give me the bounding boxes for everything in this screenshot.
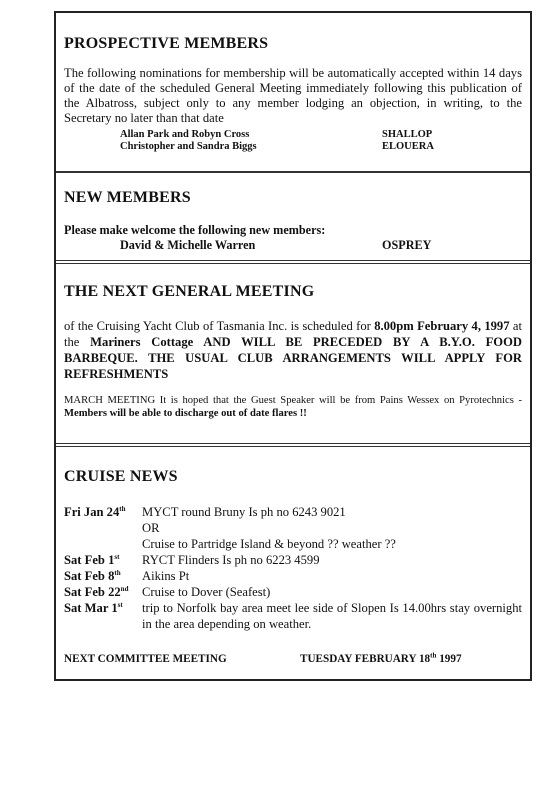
prospective-members-section — [56, 35, 530, 153]
march-meeting-label: MARCH MEETING — [64, 395, 156, 406]
nominee-names: Christopher and Sandra Biggs — [120, 141, 257, 152]
march-meeting-flares: Members will be able to discharge out of date flares !! — [64, 408, 307, 419]
cruise-text: OR — [142, 521, 160, 535]
committee-meeting-label: NEXT COMMITTEE MEETING — [64, 653, 227, 665]
cruise-text: Aikins Pt — [142, 569, 190, 583]
cruise-item — [64, 504, 522, 520]
cruise-text: Cruise to Partridge Island & beyond ?? weather ?? — [142, 537, 396, 551]
march-meeting-text: It is hoped that the Guest Speaker will be from Pains Wessex on Pyrotechnics - — [155, 395, 522, 406]
cruise-date: Sat Mar 1st — [64, 600, 123, 615]
cruise-item — [64, 520, 522, 536]
new-members-intro: Please make welcome the following new members: — [64, 223, 326, 237]
general-meeting-section — [56, 283, 530, 420]
cruise-item — [64, 600, 522, 632]
cruise-list — [64, 504, 522, 632]
nominee-boat: SHALLOP — [382, 129, 433, 140]
newsletter-page — [54, 11, 532, 681]
cruise-date: Sat Feb 8th — [64, 568, 121, 583]
nominee-row — [64, 141, 522, 153]
committee-meeting-line — [64, 653, 522, 665]
new-members-heading: NEW MEMBERS — [64, 189, 191, 206]
new-members-section — [56, 189, 530, 253]
meeting-at: at the — [64, 319, 522, 349]
prospective-members-text: The following nominations for membership will be automatically accepted within 14 days of the date of the scheduled General Meeting immediately following this publication of the Albatross, subject only to any member lodging an objection, in writing, to the Secretary no later than that date — [64, 66, 522, 125]
march-meeting-note — [64, 394, 522, 420]
cruise-text: RYCT Flinders Is ph no 6223 4599 — [142, 553, 320, 567]
cruise-item — [64, 552, 522, 568]
meeting-datetime: 8.00pm February 4, 1997 — [374, 319, 510, 333]
cruise-text: trip to Norfolk bay area meet lee side of Slopen Is 14.00hrs stay overnight in the area depending on weather. — [142, 601, 522, 631]
cruise-news-section — [56, 468, 530, 632]
nominee-names: Allan Park and Robyn Cross — [120, 129, 250, 140]
cruise-news-heading: CRUISE NEWS — [64, 468, 178, 485]
cruise-date: Sat Feb 1st — [64, 552, 120, 567]
nominee-list — [64, 129, 522, 153]
section-divider — [56, 443, 530, 447]
meeting-intro: of the Cruising Yacht Club of Tasmania Inc. is scheduled for — [64, 319, 375, 333]
new-member-row — [64, 238, 522, 253]
general-meeting-text — [64, 318, 522, 382]
cruise-text: Cruise to Dover (Seafest) — [142, 585, 271, 599]
new-member-names: David & Michelle Warren — [120, 238, 256, 252]
cruise-item — [64, 584, 522, 600]
nominee-boat: ELOUERA — [382, 141, 434, 152]
cruise-text: MYCT round Bruny Is ph no 6243 9021 — [142, 505, 346, 519]
new-member-boat: OSPREY — [382, 238, 432, 252]
section-divider — [56, 260, 530, 264]
section-divider — [56, 171, 530, 173]
nominee-row — [64, 129, 522, 141]
cruise-item — [64, 536, 522, 552]
cruise-date: Sat Feb 22nd — [64, 584, 129, 599]
prospective-members-heading: PROSPECTIVE MEMBERS — [64, 35, 269, 52]
general-meeting-heading: THE NEXT GENERAL MEETING — [64, 283, 315, 300]
cruise-item — [64, 568, 522, 584]
cruise-date: Fri Jan 24th — [64, 504, 126, 519]
meeting-venue: Mariners Cottage AND WILL BE PRECEDED BY A B.Y.O. FOOD BARBEQUE. THE USUAL CLUB ARRANGEMENTS WILL APPLY FOR REFRESHMENTS — [64, 335, 522, 381]
committee-meeting-date: TUESDAY FEBRUARY 18th 1997 — [300, 651, 462, 665]
